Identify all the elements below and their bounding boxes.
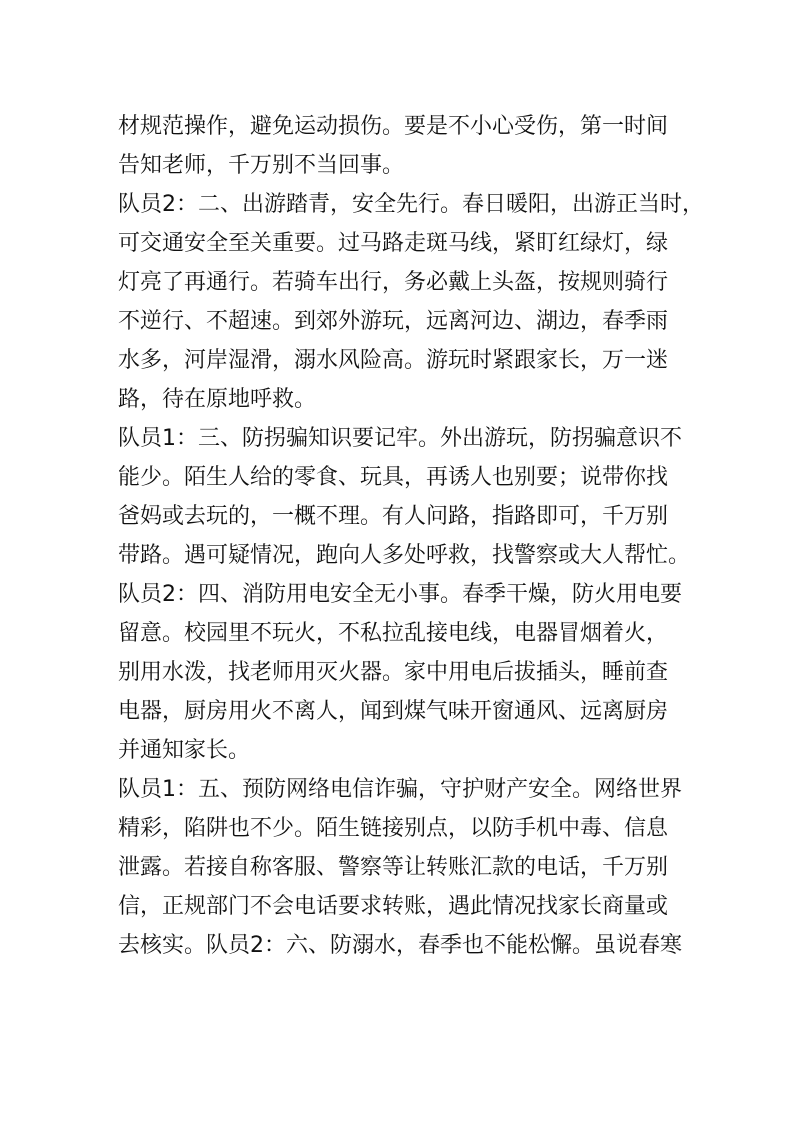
text-line: 队员2：四、消防用电安全无小事。春季干燥，防火用电要	[118, 582, 682, 607]
text-line: 电器，厨房用火不离人，闻到煤气味开窗通风、远离厨房	[118, 699, 669, 724]
text-line: 泄露。若接自称客服、警察等让转账汇款的电话，千万别	[118, 855, 669, 880]
text-line: 能少。陌生人给的零食、玩具，再诱人也别要；说带你找	[118, 465, 669, 490]
document-body	[118, 107, 704, 965]
text-line: 别用水泼，找老师用灭火器。家中用电后拔插头，睡前查	[118, 660, 669, 685]
text-line: 去核实。队员2：六、防溺水，春季也不能松懈。虽说春寒	[118, 933, 682, 958]
text-line: 可交通安全至关重要。过马路走斑马线，紧盯红绿灯，绿	[118, 231, 669, 256]
text-line: 路，待在原地呼救。	[118, 387, 317, 412]
text-line: 留意。校园里不玩火，不私拉乱接电线，电器冒烟着火，	[118, 621, 669, 646]
text-line: 队员1：五、预防网络电信诈骗，守护财产安全。网络世界	[118, 777, 682, 802]
text-line: 爸妈或去玩的，一概不理。有人问路，指路即可，千万别	[118, 504, 669, 529]
text-line: 信，正规部门不会电话要求转账，遇此情况找家长商量或	[118, 894, 669, 919]
text-line: 材规范操作，避免运动损伤。要是不小心受伤，第一时间	[118, 114, 669, 139]
text-line: 并通知家长。	[118, 738, 251, 763]
text-line: 带路。遇可疑情况，跑向人多处呼救，找警察或大人帮忙。	[118, 543, 691, 568]
text-line: 不逆行、不超速。到郊外游玩，远离河边、湖边，春季雨	[118, 309, 669, 334]
text-line: 队员2：二、出游踏青，安全先行。春日暖阳，出游正当时，	[118, 192, 704, 217]
text-line: 队员1：三、防拐骗知识要记牢。外出游玩，防拐骗意识不	[118, 426, 682, 451]
text-line: 告知老师，千万别不当回事。	[118, 153, 405, 178]
text-line: 水多，河岸湿滑，溺水风险高。游玩时紧跟家长，万一迷	[118, 348, 669, 373]
text-line: 精彩，陷阱也不少。陌生链接别点，以防手机中毒、信息	[118, 816, 669, 841]
text-line: 灯亮了再通行。若骑车出行，务必戴上头盔，按规则骑行	[118, 270, 669, 295]
